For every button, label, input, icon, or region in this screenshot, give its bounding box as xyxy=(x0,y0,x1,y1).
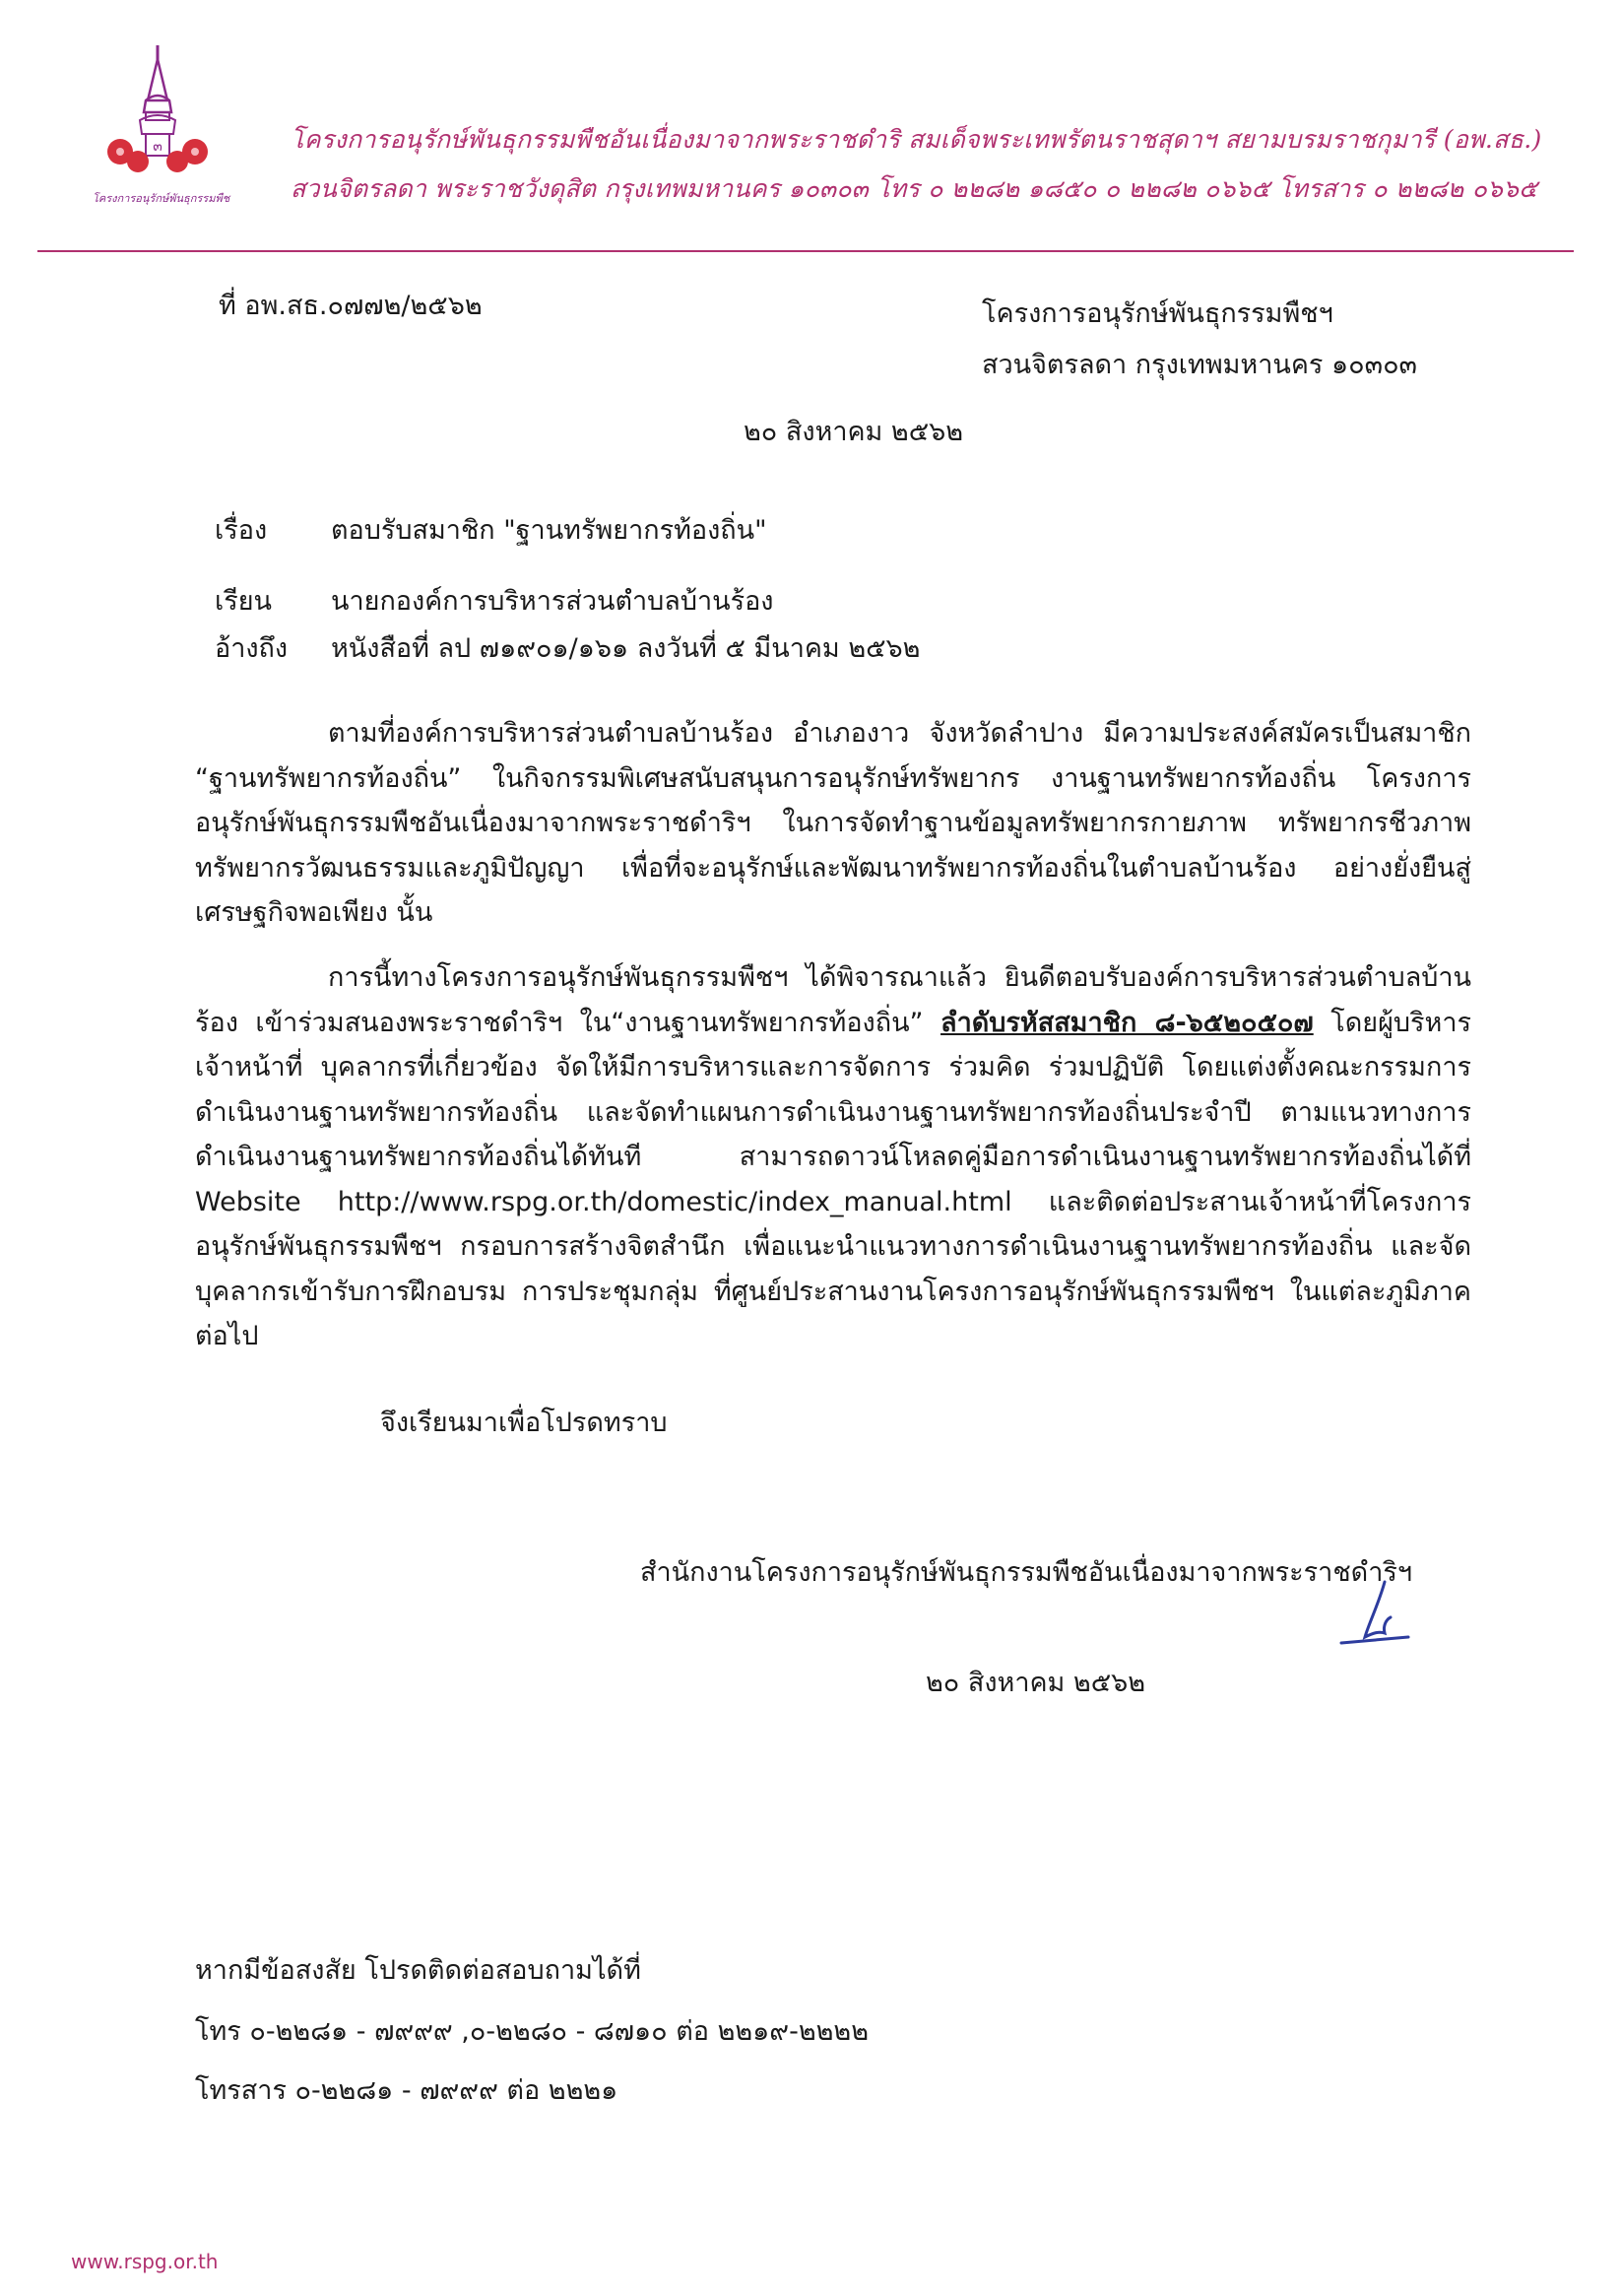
body-paragraph-2 xyxy=(195,955,1471,1359)
contact-phone: โทร ๐-๒๒๘๑ - ๗๙๙๙ ,๐-๒๒๘๐ - ๘๗๑๐ ต่อ ๒๒๑๙-๒๒๒๒ xyxy=(195,2016,870,2047)
contact-fax: โทรสาร ๐-๒๒๘๑ - ๗๙๙๙ ต่อ ๒๒๒๑ xyxy=(195,2075,618,2106)
reference-text: หนังสือที่ ลป ๗๑๙๐๑/๑๖๑ ลงวันที่ ๕ มีนาคม ๒๕๖๒ xyxy=(331,633,921,664)
letterhead-address: สวนจิตรลดา พระราชวังดุสิต กรุงเทพมหานคร ๑๐๓๐๓ โทร ๐ ๒๒๘๒ ๑๘๕๐ ๐ ๒๒๘๒ ๐๖๖๕ โทรสาร ๐ ๒๒๘๒ ๐๖๖๕ xyxy=(291,174,1538,203)
signature-date: ๒๐ สิงหาคม ๒๕๖๒ xyxy=(926,1668,1146,1698)
logo-caption: โครงการอนุรักษ์พันธุกรรมพืช xyxy=(93,192,230,205)
reference-label: อ้างถึง xyxy=(215,633,289,664)
member-code: ลำดับรหัสสมาชิก ๘-๖๕๒๐๕๐๗ xyxy=(940,1007,1314,1038)
closing-text: จึงเรียนมาเพื่อโปรดทราบ xyxy=(380,1408,668,1438)
signature-mark-icon xyxy=(1339,1574,1418,1653)
signer-office: สำนักงานโครงการอนุรักษ์พันธุกรรมพืชอันเนื่องมาจากพระราชดำริฯ xyxy=(640,1557,1413,1588)
body-paragraph-2-intro: การนี้ทางโครงการอนุรักษ์พันธุกรรมพืชฯ ได้พิจารณาแล้ว ยินดีตอบรับองค์การบริหารส่วนตำบลบ้านร้อง เข้าร่วมสนองพระราชดำริฯ ใน“งานฐานทรัพยากรท้องถิ่น” xyxy=(195,962,1471,1038)
body-paragraph-2-rest: โดยผู้บริหาร เจ้าหน้าที่ บุคลากรที่เกี่ยวข้อง จัดให้มีการบริหารและการจัดการ ร่วมคิด ร่วมปฏิบัติ โดยแต่งตั้งคณะกรรมการดำเนินงานฐานทรัพยากรท้องถิ่น และจัดทำแผนการดำเนินงานฐานทรัพยากรท้องถิ่นประจำปี ตามแนวทางการดำเนินงานฐานทรัพยากรท้องถิ่นได้ทันที สามารถดาวน์โหลดคู่มือการดำเนินงานฐานทรัพยากรท้องถิ่นได้ที่ Website http://www.rspg.or.th/domestic/index_manual.html และติดต่อประสานเจ้าหน้าที่โครงการอนุรักษ์พันธุกรรมพืชฯ กรอบการสร้างจิตสำนึก เพื่อแนะนำแนวทางการดำเนินงานฐานทรัพยากรท้องถิ่น และจัดบุคลากรเข้ารับการฝึกอบรม การประชุมกลุ่ม ที่ศูนย์ประสานงานโครงการอนุรักษ์พันธุกรรมพืชฯ ในแต่ละภูมิภาคต่อไป xyxy=(195,1007,1471,1351)
subject-text: ตอบรับสมาชิก "ฐานทรัพยากรท้องถิ่น" xyxy=(331,515,767,546)
recipient-label: เรียน xyxy=(215,586,273,617)
letterhead-logo xyxy=(93,41,230,205)
body-paragraph-1: ตามที่องค์การบริหารส่วนตำบลบ้านร้อง อำเภองาว จังหวัดลำปาง มีความประสงค์สมัครเป็นสมาชิก “ฐานทรัพยากรท้องถิ่น” ในกิจกรรมพิเศษสนับสนุนการอนุรักษ์ทรัพยากร งานฐานทรัพยากรท้องถิ่น โครงการอนุรักษ์พันธุกรรมพืชอันเนื่องมาจากพระราชดำริฯ ในการจัดทำฐานข้อมูลทรัพยากรกายภาพ ทรัพยากรชีวภาพ ทรัพยากรวัฒนธรรมและภูมิปัญญา เพื่อที่จะอนุรักษ์และพัฒนาทรัพยากรท้องถิ่นในตำบลบ้านร้อง อย่างยั่งยืนสู่เศรษฐกิจพอเพียง นั้น xyxy=(195,718,1471,928)
recipient-text: นายกองค์การบริหารส่วนตำบลบ้านร้อง xyxy=(331,586,774,617)
contact-heading: หากมีข้อสงสัย โปรดติดต่อสอบถามได้ที่ xyxy=(195,1955,641,1986)
letterhead-title: โครงการอนุรักษ์พันธุกรรมพืชอันเนื่องมาจากพระราชดำริ สมเด็จพระเทพรัตนราชสุดาฯ สยามบรมราชกุมารี (อพ.สธ.) xyxy=(291,125,1542,154)
letterhead-divider xyxy=(37,250,1574,252)
sender-name: โครงการอนุรักษ์พันธุกรรมพืชฯ xyxy=(982,298,1333,329)
crown-emblem-icon xyxy=(98,41,217,189)
svg-text:๓: ๓ xyxy=(153,139,162,155)
subject-label: เรื่อง xyxy=(215,515,268,546)
footer-url: www.rspg.or.th xyxy=(71,2250,219,2273)
sender-address: สวนจิตรลดา กรุงเทพมหานคร ๑๐๓๐๓ xyxy=(982,350,1418,380)
reference-number: ที่ อพ.สธ.๐๗๗๒/๒๕๖๒ xyxy=(219,291,483,321)
letter-date: ๒๐ สิงหาคม ๒๕๖๒ xyxy=(744,417,964,447)
